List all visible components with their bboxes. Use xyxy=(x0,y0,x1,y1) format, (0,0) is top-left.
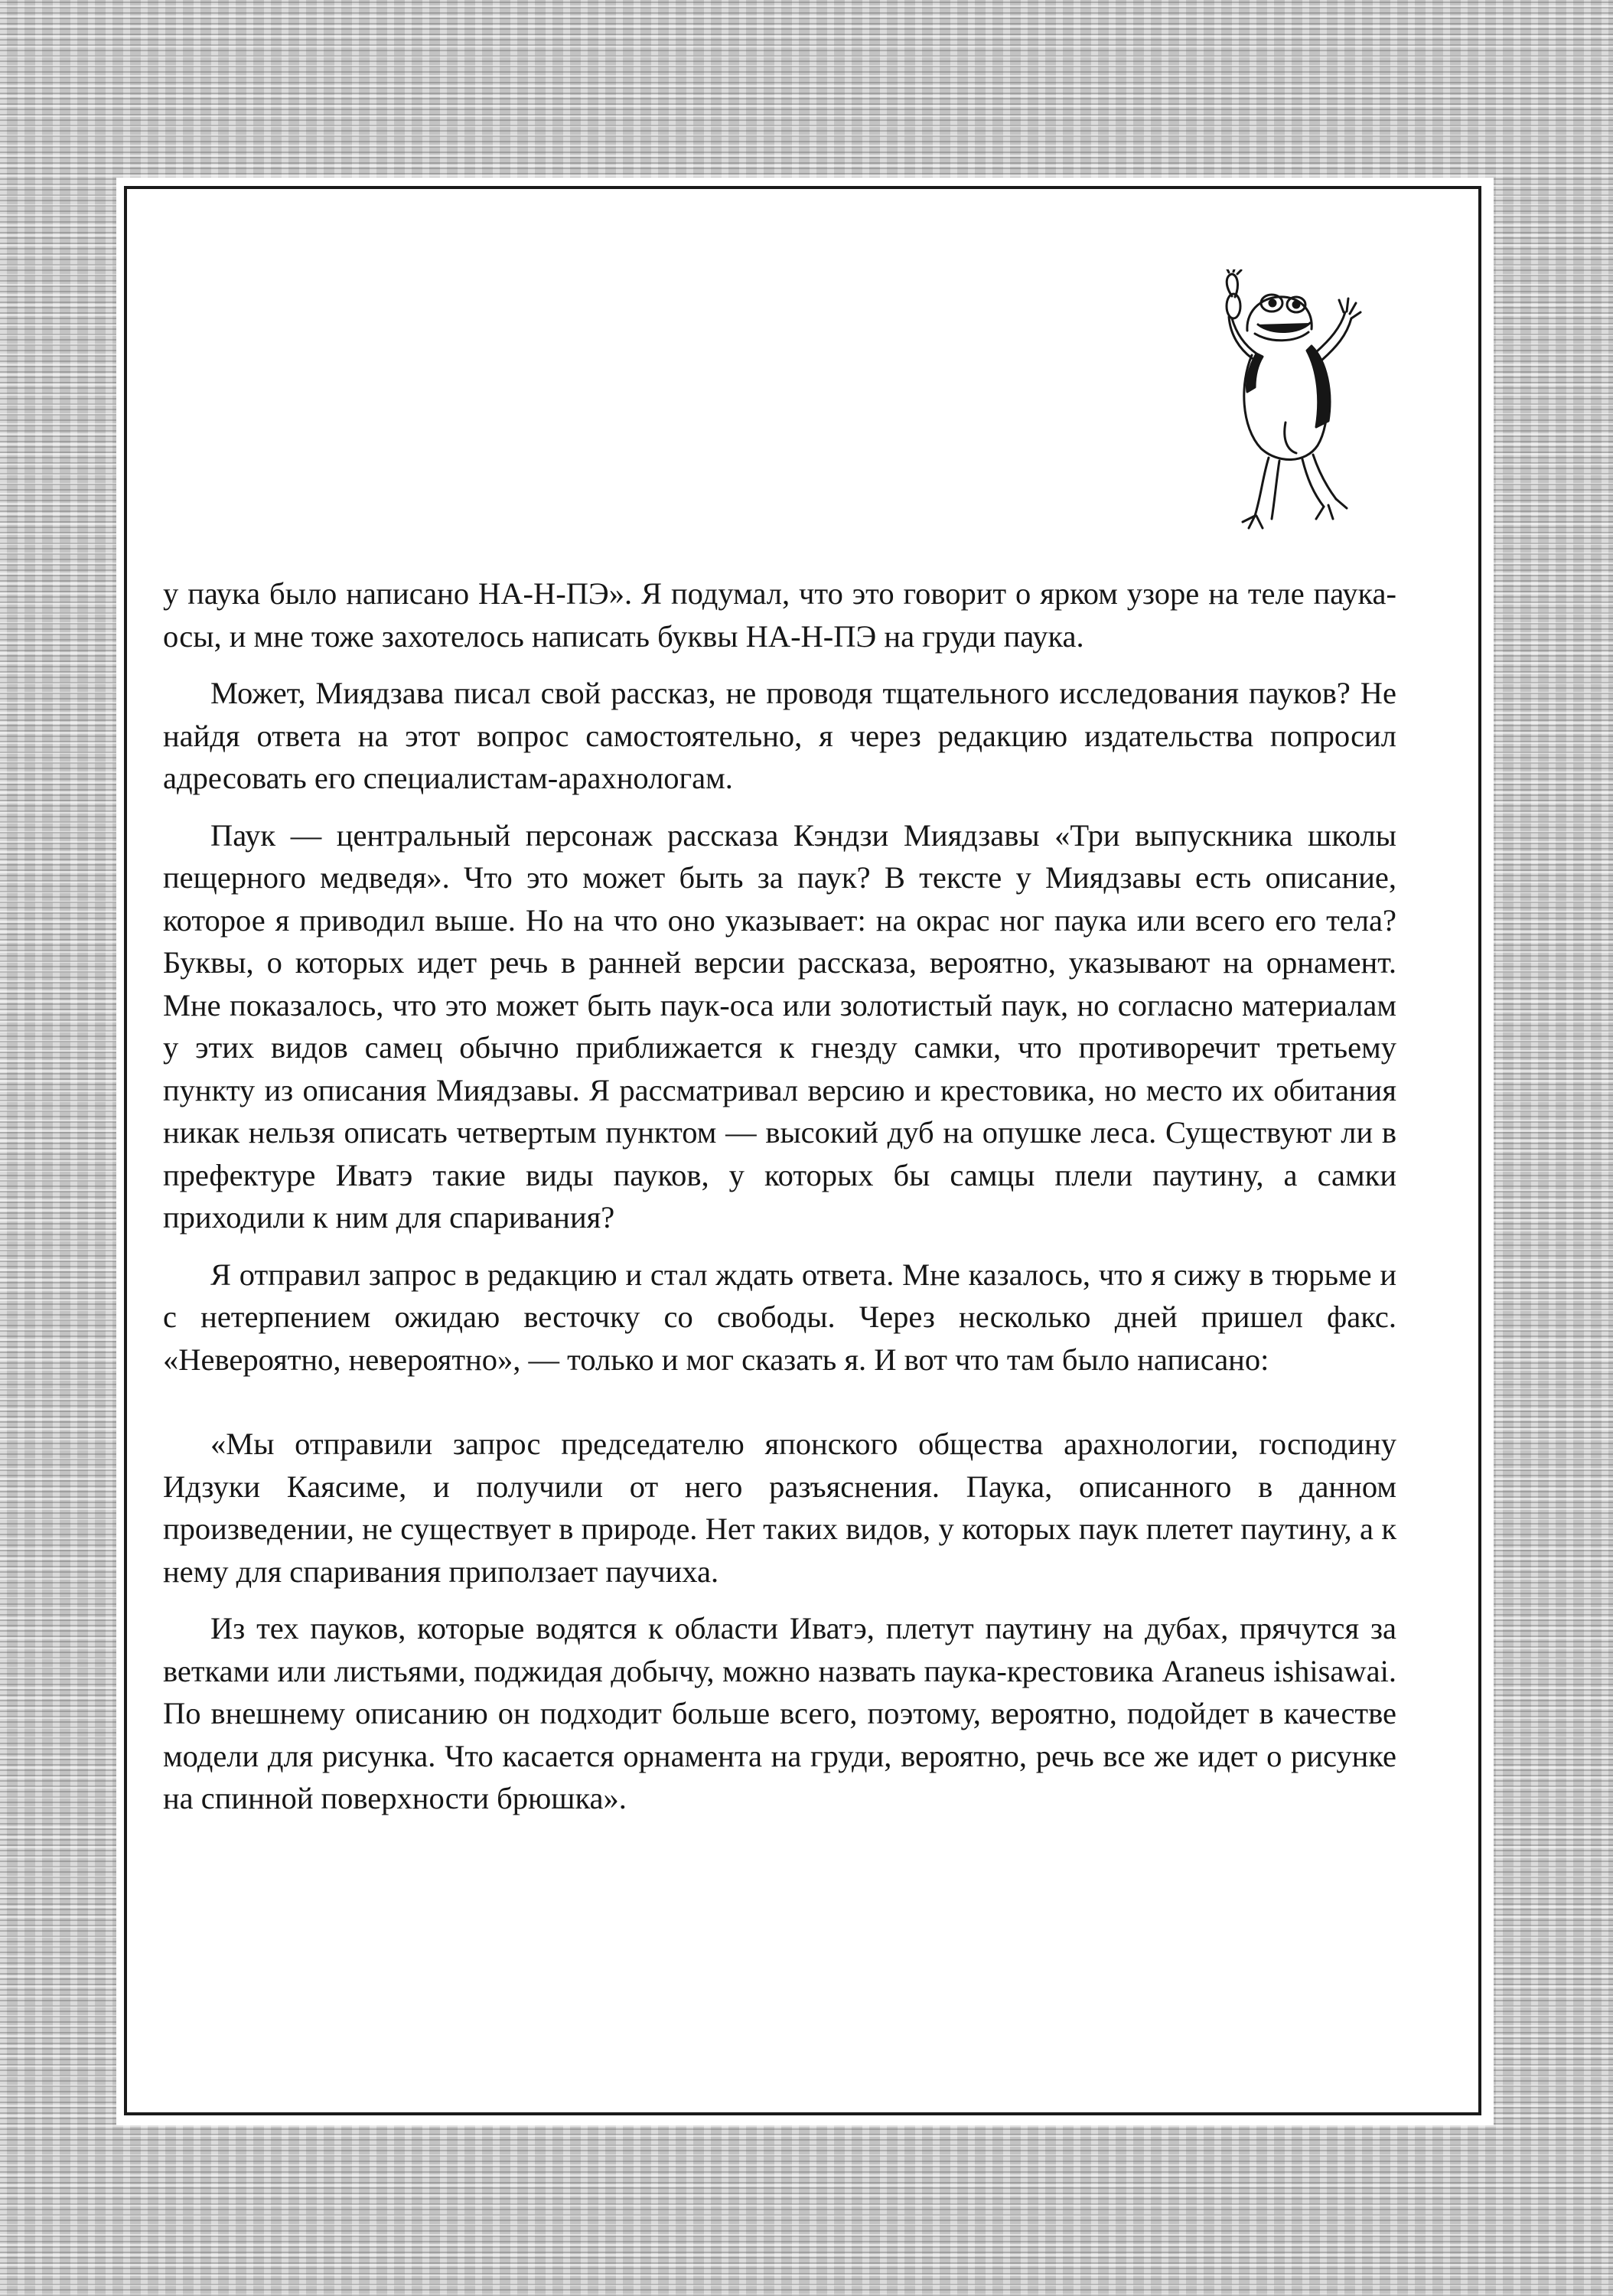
quote-paragraph-2: Из тех пауков, которые водятся к области Иватэ, плетут паутину на дубах, прячутся за ветками или листьями, поджидая добычу, можно назвать паука-крестовика Araneus ishisawai. По внешнему описанию он подходит больше всего, поэтому, вероятно, подойдет в качестве модели для рисунка. Что касается орнамента на груди, вероятно, речь все же идет о рисунке на спинной поверхности брюшка». xyxy=(163,1611,1396,1815)
paragraph-3: Паук — центральный персонаж рассказа Кэндзи Миядзавы «Три выпускника школы пещерного медведя». Что это может быть за паук? В тексте у Миядзавы есть описание, которое я приводил выше. Но на что оно указывает: на окрас ног паука или всего его тела? Буквы, о которых идет речь в ранней версии рассказа, вероятно, указывают на орнамент. Мне показалось, что это может быть паук-оса или золотистый паук, но согласно материалам у этих видов самец обычно приближается к гнезду самки, что противоречит третьему пункту из описания Миядзавы. Я рассматривал версию и крестовика, но место их обитания никак нельзя описать четвертым пунктом — высокий дуб на опушке леса. Существуют ли в префектуре Иватэ такие виды пауков, у которых бы самцы плели паутину, а самки приходили к ним для спаривания? xyxy=(163,817,1396,1234)
paragraph-2: Может, Миядзава писал свой рассказ, не проводя тщательного исследования пауков? Не найдя ответа на этот вопрос самостоятельно, я через редакцию издательства попросил адресовать его специалистам-арахнологам. xyxy=(163,676,1396,795)
paragraph-4: Я отправил запрос в редакцию и стал ждать ответа. Мне казалось, что я сижу в тюрьме и с нетерпением ожидаю весточку со свободы. Через несколько дней пришел факс. «Невероятно, невероятно», — только и мог сказать я. И вот что там было написано: xyxy=(163,1257,1396,1377)
paragraph-1: у паука было написано НА-Н-ПЭ». Я подумал, что это говорит о ярком узоре на теле паука-осы, и мне тоже захотелось написать буквы НА-Н-ПЭ на груди паука. xyxy=(163,576,1396,654)
body-text xyxy=(163,572,1396,1835)
quote-paragraph-1: «Мы отправили запрос председателю японского общества арахнологии, господину Идзуки Каясиме, и получили от него разъяснения. Паука, описанного в данном произведении, не существует в природе. Нет таких видов, у которых паук плетет паутину, а к нему для спаривания приползает паучиха. xyxy=(163,1427,1396,1589)
frog-in-vest-illustration xyxy=(1201,269,1408,537)
